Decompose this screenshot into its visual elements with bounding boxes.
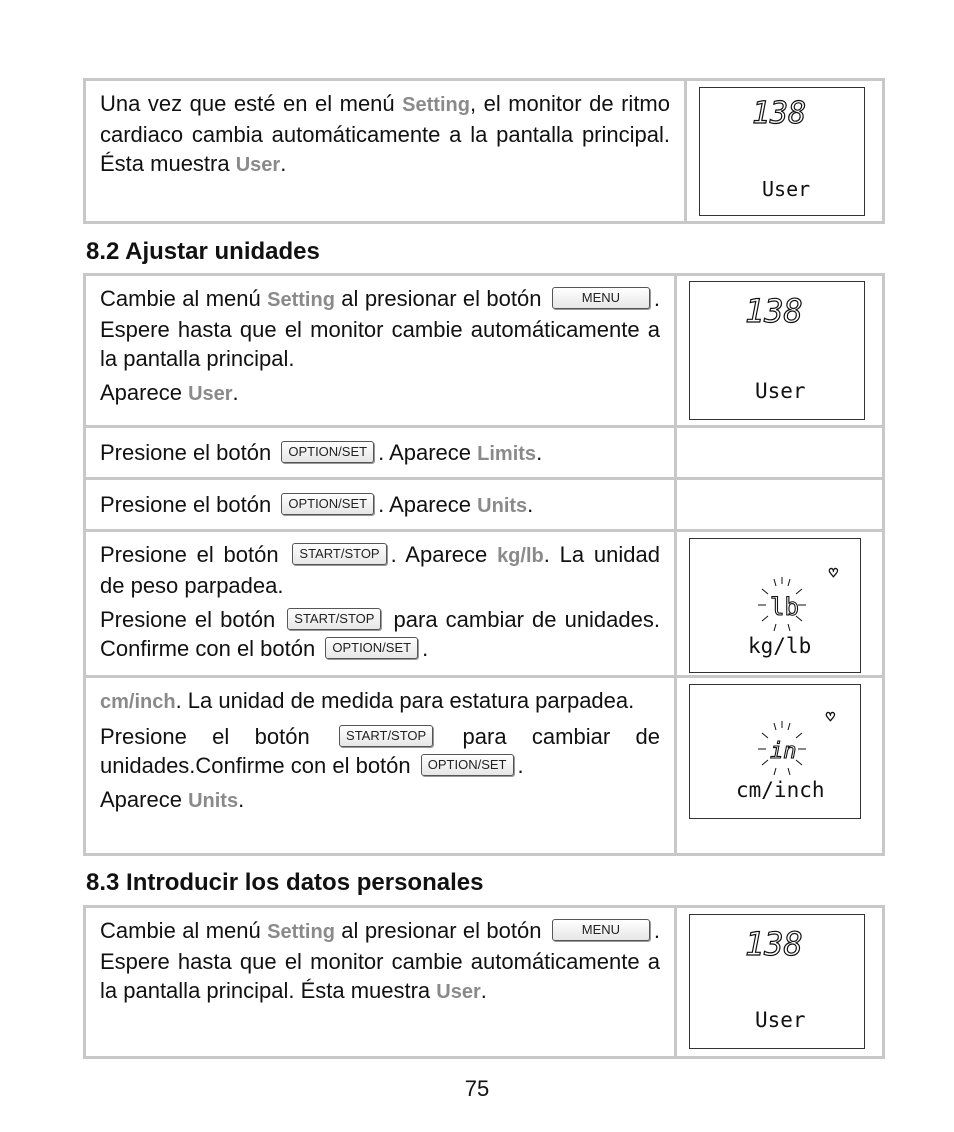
intro-paragraph (100, 89, 670, 180)
lcd-user-screen (690, 282, 866, 421)
table-row (86, 532, 882, 678)
lcd-display (689, 281, 865, 420)
lcd-label: User (755, 1008, 806, 1032)
text: . (517, 753, 524, 778)
row-text (86, 678, 677, 853)
option-set-button: OPTION/SET (421, 754, 514, 776)
paragraph (100, 438, 660, 469)
lcd-user-screen (690, 915, 866, 1050)
text: Presione el botón (100, 542, 289, 567)
text: Una vez que esté en el menú (100, 91, 403, 116)
intro-row (86, 81, 882, 221)
row-text (86, 276, 677, 425)
option-set-button: OPTION/SET (281, 441, 374, 463)
text: . Espere hasta que el monitor cambie automáticamente a la pantalla principal. (100, 286, 661, 371)
text: . Aparece (378, 492, 478, 517)
paragraph (100, 605, 660, 663)
table-row (86, 480, 882, 532)
keyword-setting: Setting (402, 94, 470, 116)
personal-data-table (83, 905, 885, 1059)
keyword-setting: Setting (267, 921, 335, 943)
intro-display-cell (687, 81, 882, 221)
empty-cell (677, 428, 882, 477)
text: . (232, 380, 239, 405)
lcd-display (689, 538, 861, 673)
text: al presionar el botón (334, 918, 548, 943)
lcd-weight-screen (690, 539, 862, 674)
table-row (86, 678, 882, 853)
keyword-units: Units (477, 495, 528, 517)
units-table (83, 273, 885, 856)
lcd-digits: lb (770, 593, 799, 621)
keyword-user: User (188, 383, 233, 405)
option-set-button: OPTION/SET (325, 637, 418, 659)
empty-cell (677, 480, 882, 529)
paragraph (100, 490, 660, 521)
lcd-display (689, 684, 861, 819)
display-cell (677, 908, 882, 1056)
keyword-limits: Limits (477, 443, 537, 465)
text: para cambiar de unidades. Confirme con el botón (100, 607, 660, 661)
paragraph (100, 916, 660, 1007)
text: Aparece (100, 380, 189, 405)
text: Presione el botón (100, 440, 278, 465)
lcd-user-screen (700, 88, 866, 217)
table-row (86, 908, 882, 1056)
text: . Aparece (390, 542, 498, 567)
keyword-user: User (436, 981, 481, 1003)
paragraph (100, 722, 660, 780)
row-text (86, 908, 677, 1056)
text: Presione el botón (100, 492, 278, 517)
display-cell (677, 678, 882, 853)
text: , el monitor de ritmo cardiaco cambia automáticamente a la pantalla principal. Ésta muestra (100, 91, 670, 176)
text: para cambiar de unidades.Confirme con el botón (100, 724, 660, 778)
lcd-digits: 138 (745, 925, 803, 963)
text: . (527, 492, 534, 517)
option-set-button: OPTION/SET (281, 493, 374, 515)
text: Cambie al menú (100, 286, 268, 311)
lcd-label: cm/inch (736, 778, 825, 802)
menu-button: MENU (552, 919, 650, 941)
lcd-height-screen (690, 685, 862, 820)
text: . Aparece (378, 440, 478, 465)
start-stop-button: START/STOP (287, 608, 381, 630)
page-number: 75 (464, 1076, 490, 1101)
text: . La unidad de medida para estatura parpadea. (175, 688, 635, 713)
text: Aparece (100, 787, 189, 812)
keyword-units: Units (188, 790, 239, 812)
display-cell (677, 276, 882, 425)
keyword-cm-inch: cm/inch (100, 691, 176, 713)
keyword-setting: Setting (267, 289, 335, 311)
paragraph (100, 284, 660, 373)
text: Presione el botón (100, 724, 336, 749)
display-cell (677, 532, 882, 675)
row-text (86, 480, 677, 529)
start-stop-button: START/STOP (339, 725, 433, 747)
keyword-user: User (235, 154, 281, 176)
lcd-digits: 138 (745, 292, 803, 330)
intro-table (83, 78, 885, 224)
table-row (86, 276, 882, 428)
intro-text (86, 81, 687, 221)
start-stop-button: START/STOP (292, 543, 386, 565)
section-heading-8-3: 8.3 Introducir los datos personales (86, 869, 484, 896)
text: . (480, 978, 487, 1003)
text: . (280, 151, 287, 176)
lcd-label: kg/lb (748, 634, 812, 658)
lcd-label: User (762, 177, 811, 201)
text: . La unidad de peso parpadea. (100, 542, 660, 598)
text: . (536, 440, 543, 465)
paragraph (100, 378, 660, 409)
heart-icon: ♡ (828, 566, 839, 580)
text: . (238, 787, 245, 812)
lcd-display (699, 87, 865, 216)
menu-button: MENU (552, 287, 650, 309)
lcd-digits: in (770, 739, 797, 764)
paragraph (100, 785, 660, 816)
lcd-label: User (755, 379, 806, 403)
section-heading-8-2: 8.2 Ajustar unidades (86, 238, 320, 265)
text: Cambie al menú (100, 918, 268, 943)
paragraph (100, 540, 660, 600)
text: Presione el botón (100, 607, 284, 632)
lcd-digits: 138 (752, 96, 807, 131)
text: al presionar el botón (334, 286, 548, 311)
lcd-display (689, 914, 865, 1049)
paragraph (100, 686, 660, 717)
table-row (86, 428, 882, 480)
text: . (422, 636, 429, 661)
keyword-kg-lb: kg/lb (497, 545, 544, 567)
row-text (86, 532, 677, 675)
row-text (86, 428, 677, 477)
heart-icon: ♡ (825, 710, 836, 724)
text: . Espere hasta que el monitor cambie automáticamente a la pantalla principal. Ésta muestra (100, 918, 661, 1003)
